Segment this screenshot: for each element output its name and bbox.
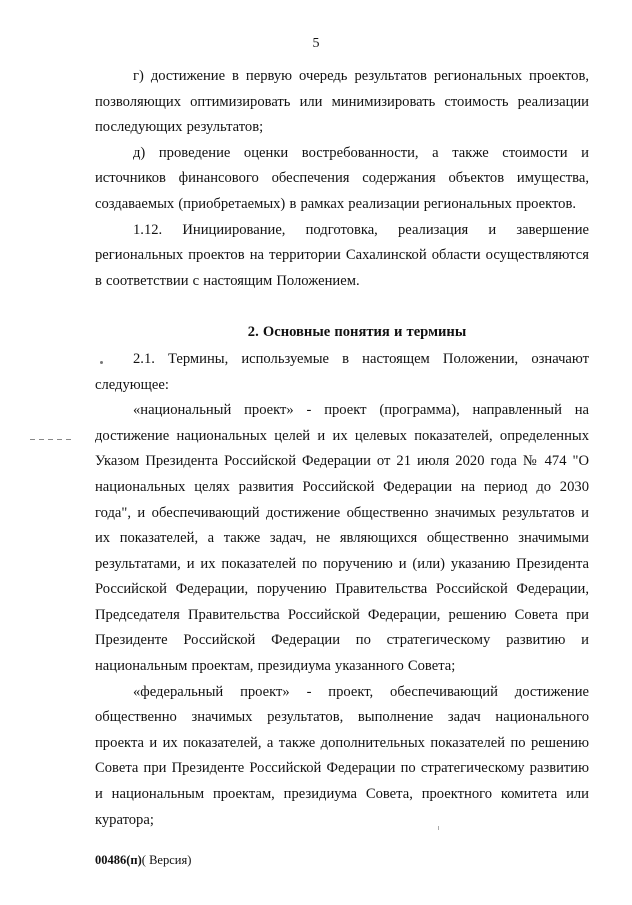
scan-dot-mark	[100, 361, 103, 364]
scan-tick-mark	[438, 826, 439, 830]
document-code: 00486(п)	[95, 853, 142, 867]
paragraph-d: д) проведение оценки востребованности, а также стоимости и источников финансового обеспечения содержания объектов имущества, создаваемых (приобретаемых) в рамках реализации региональных проектов.	[95, 144, 589, 212]
page-number: 5	[312, 36, 320, 51]
footer-code	[95, 853, 191, 868]
definition-national-project: «национальный проект» - проект (программа), направленный на достижение национальных целей и их целевых показателей, определенных Указом Президента Российской Федерации от 21 июля 2020 года № 474 "О национальных целях развития Российской Федерации на период до 2030 года", и обеспечивающий достижение общественно значимых результатов и их показателей, а также задач, не являющихся общественно значимыми результатами, и их показателей по поручению и (или) указанию Президента Российской Федерации, поручению Правительства Российской Федерации, Председателя Правительства Российской Федерации, решению Совета при Президенте Российской Федерации по стратегическому развитию и национальным проектам, президиума указанного Совета;	[95, 402, 589, 675]
section-heading: 2. Основные понятия и термины	[247, 324, 467, 341]
definition-federal-project: «федеральный проект» - проект, обеспечивающий достижение общественно значимых результатов, выполнение задач национального проекта и их показателей, а также дополнительных показателей по решению Совета при Президенте Российской Федерации по стратегическому развитию и национальным проектам, президиума Совета, проектного комитета или куратора;	[95, 683, 589, 828]
paragraph-g: г) достижение в первую очередь результатов региональных проектов, позволяющих оптимизировать или минимизировать стоимость реализации последующих результатов;	[95, 68, 589, 136]
scan-dash-mark	[30, 439, 72, 440]
paragraph-1-12: 1.12. Инициирование, подготовка, реализация и завершение региональных проектов на территории Сахалинской области осуществляются в соответствии с настоящим Положением.	[95, 221, 589, 289]
document-body	[95, 64, 589, 833]
paragraph-2-1: 2.1. Термины, используемые в настоящем Положении, означают следующее:	[95, 350, 589, 393]
document-version: ( Версия)	[141, 853, 192, 867]
